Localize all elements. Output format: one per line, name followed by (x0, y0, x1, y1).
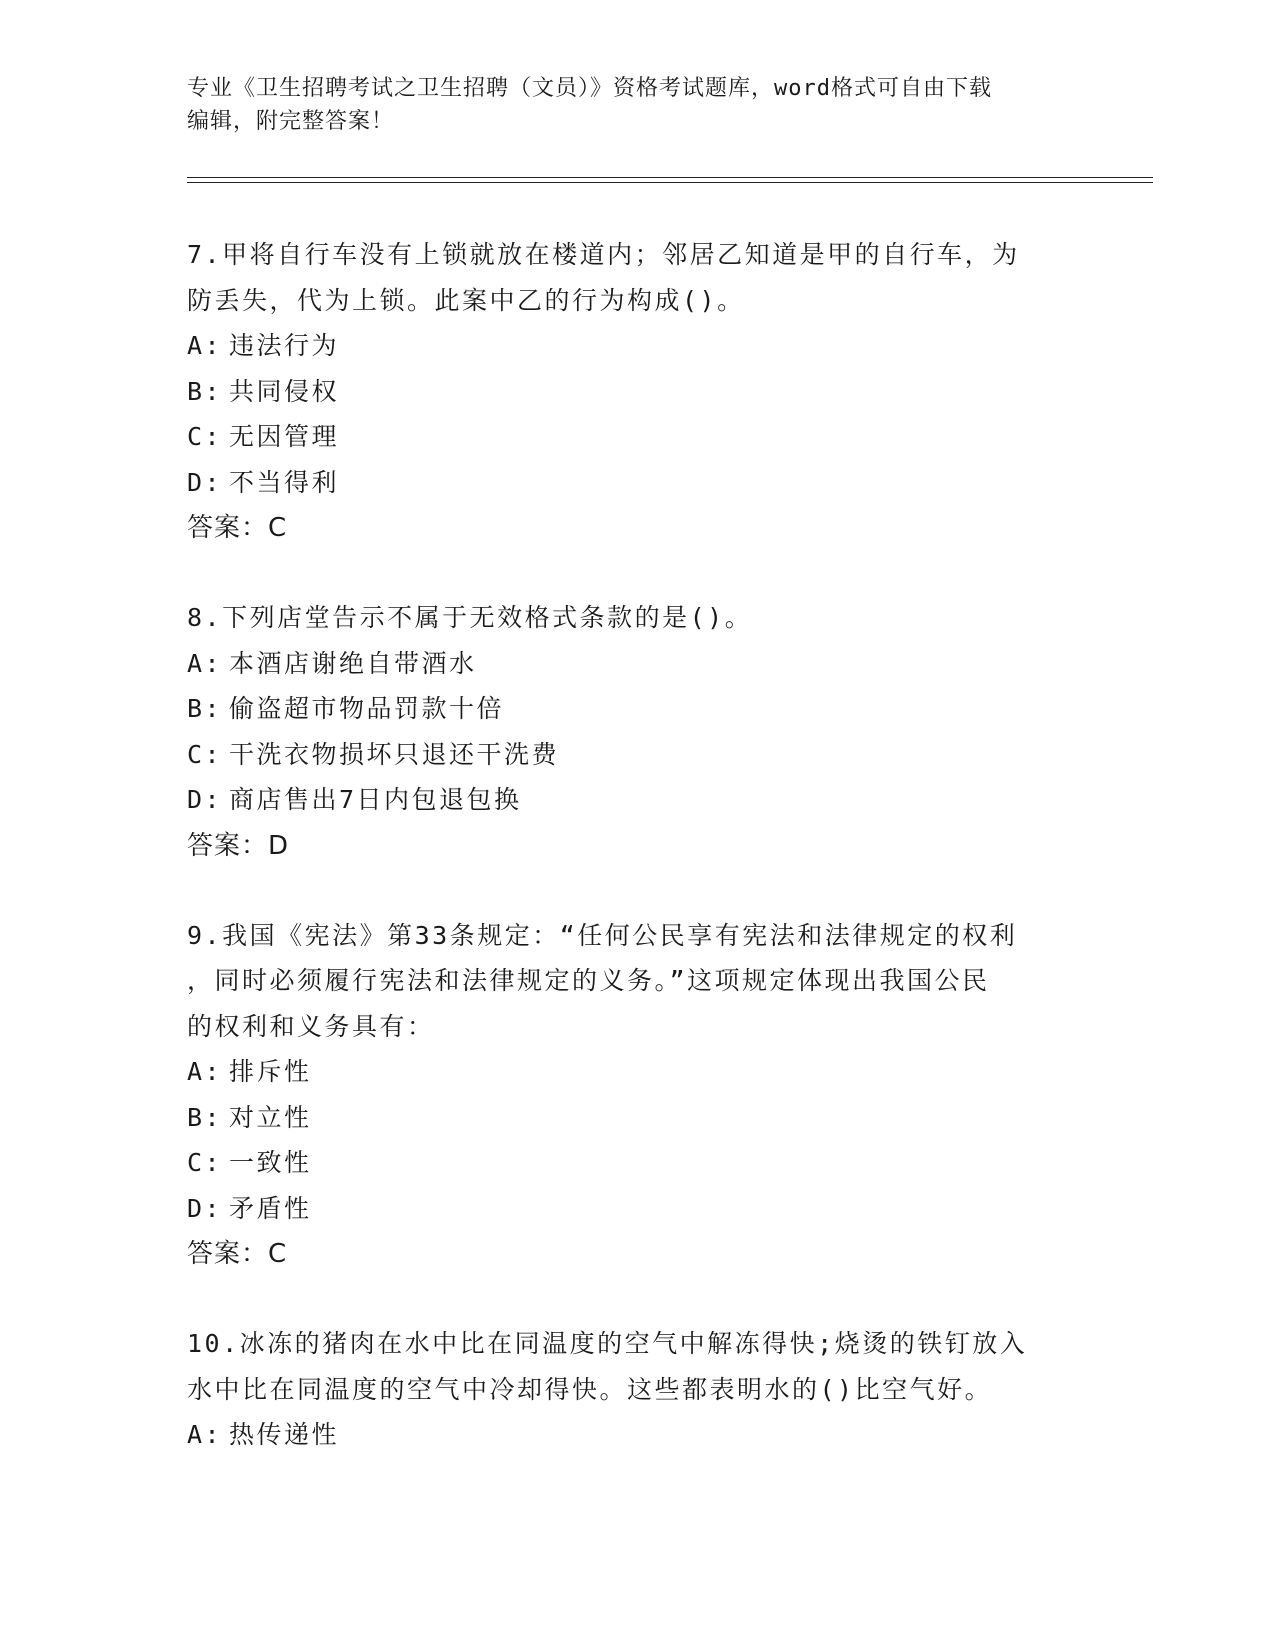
header-line-2: 编辑，附完整答案！ (187, 109, 395, 134)
stem-line: 的权利和义务具有： (187, 1011, 435, 1041)
option-list (187, 641, 1087, 823)
stem-line: 10.冰冻的猪肉在水中比在同温度的空气中解冻得快;烧烫的铁钉放入 (187, 1329, 1028, 1358)
option-key: A: (187, 331, 223, 360)
option-key: C: (187, 1148, 223, 1177)
option-a (187, 641, 1087, 687)
option-key: C: (187, 422, 223, 451)
option-key: D: (187, 467, 223, 497)
answer-line: 答案：D (187, 830, 290, 861)
question-10 (187, 1321, 1087, 1458)
question-7 (187, 232, 1087, 551)
option-text: 不当得利 (229, 467, 340, 497)
document-header (187, 72, 1087, 138)
option-list (187, 1412, 1087, 1458)
question-list (187, 232, 1087, 1502)
option-key: B: (187, 1102, 223, 1132)
option-text: 热传递性 (229, 1420, 340, 1449)
question-stem (187, 1321, 1087, 1412)
option-c (187, 732, 1087, 778)
option-a (187, 1412, 1087, 1458)
question-9 (187, 913, 1087, 1278)
option-d (187, 1186, 1087, 1232)
stem-line: 8.下列店堂告示不属于无效格式条款的是()。 (187, 603, 753, 632)
option-key: C: (187, 739, 223, 769)
option-text: 排斥性 (229, 1057, 312, 1086)
option-text: 违法行为 (229, 331, 340, 360)
option-d (187, 460, 1087, 506)
option-key: B: (187, 694, 223, 723)
option-text: 偷盗超市物品罚款十倍 (229, 694, 505, 723)
stem-line: 水中比在同温度的空气中冷却得快。这些都表明水的()比空气好。 (187, 1374, 993, 1404)
option-text: 无因管理 (229, 422, 340, 451)
option-b (187, 1095, 1087, 1141)
option-text: 一致性 (229, 1148, 312, 1177)
question-stem (187, 913, 1087, 1050)
option-text: 商店售出7日内包退包换 (229, 785, 522, 814)
question-stem (187, 232, 1087, 323)
stem-line: ，同时必须履行宪法和法律规定的义务。”这项规定体现出我国公民 (187, 966, 990, 995)
header-divider-bottom (187, 182, 1153, 183)
option-list (187, 1049, 1087, 1231)
option-a (187, 323, 1087, 369)
stem-line: 9.我国《宪法》第33条规定：“任何公民享有宪法和法律规定的权利 (187, 920, 1018, 950)
stem-line: 7.甲将自行车没有上锁就放在楼道内；邻居乙知道是甲的自行车，为 (187, 240, 1020, 269)
option-key: B: (187, 376, 223, 406)
option-b (187, 369, 1087, 415)
header-divider-top (187, 177, 1153, 178)
question-stem (187, 595, 1087, 641)
option-c (187, 414, 1087, 460)
option-key: A: (187, 1057, 223, 1086)
stem-line: 防丢失，代为上锁。此案中乙的行为构成()。 (187, 285, 745, 315)
answer-line: 答案：C (187, 513, 288, 543)
header-line-1: 专业《卫生招聘考试之卫生招聘（文员）》资格考试题库，word格式可自由下载 (187, 76, 992, 101)
question-8 (187, 595, 1087, 869)
option-list (187, 323, 1087, 505)
option-text: 对立性 (229, 1102, 312, 1132)
option-b (187, 686, 1087, 732)
option-a (187, 1049, 1087, 1095)
option-key: A: (187, 648, 223, 678)
option-key: A: (187, 1420, 223, 1449)
option-d (187, 777, 1087, 823)
option-text: 本酒店谢绝自带酒水 (229, 648, 477, 678)
answer-line: 答案：C (187, 1239, 288, 1269)
option-key: D: (187, 1193, 223, 1223)
option-key: D: (187, 785, 223, 814)
option-text: 共同侵权 (229, 376, 340, 406)
option-text: 矛盾性 (229, 1193, 312, 1223)
option-c (187, 1140, 1087, 1186)
option-text: 干洗衣物损坏只退还干洗费 (229, 739, 560, 769)
